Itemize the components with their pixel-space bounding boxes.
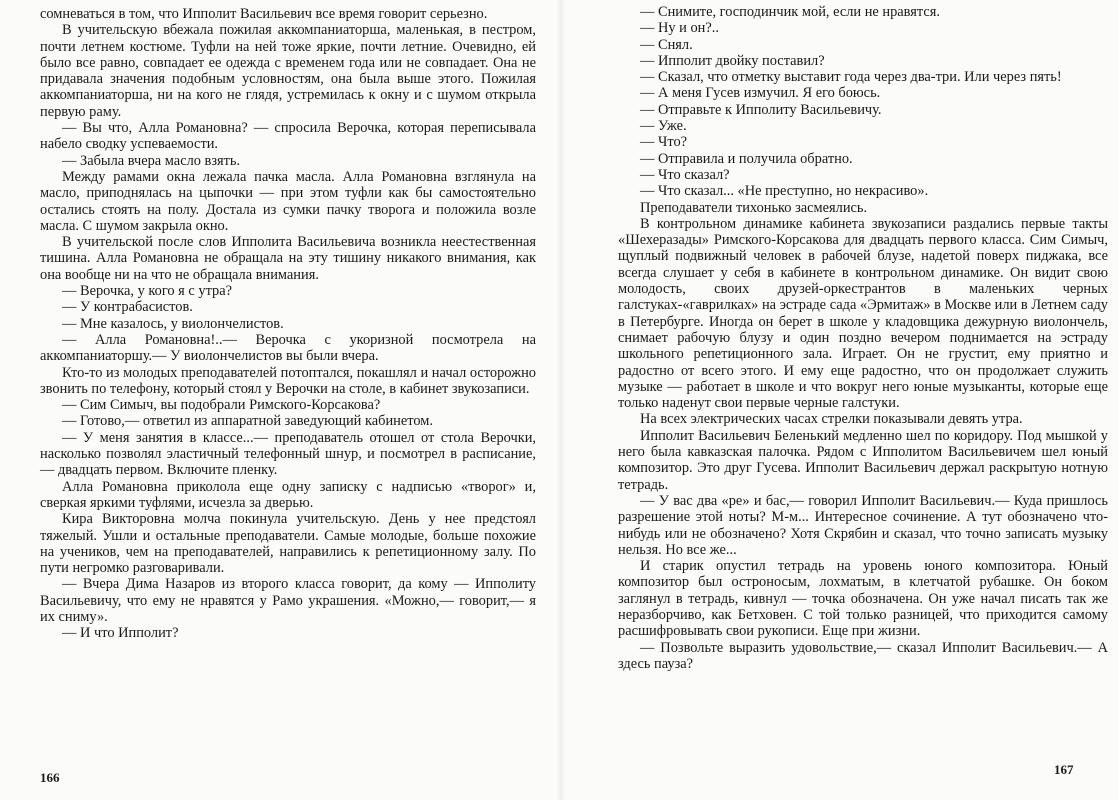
paragraph: — Вы что, Алла Романовна? — спросила Верочка, которая переписывала набело сводку успеваемости. bbox=[40, 120, 536, 153]
paragraph: — Уже. bbox=[640, 118, 687, 135]
paragraph: — Позвольте выразить удовольствие,— сказал Ипполит Васильевич.— А здесь пауза? bbox=[618, 639, 1108, 672]
paragraph: — Ну и он?.. bbox=[640, 20, 719, 37]
paragraph: В учительскую вбежала пожилая аккомпаниаторша, маленькая, в пестром, почти летнем костюме. Туфли на ней тоже яркие, почти летние. Очевидно, ей было все равно, совпадает ее одежда с временем года или не совпадает. Она не придавала значения подобным условностям, она была выше этого. Пожилая аккомпаниаторша, ни на кого не глядя, устремилась к окну и с шумом открыла первую раму. bbox=[40, 22, 536, 120]
paragraph: И старик опустил тетрадь на уровень юного композитора. Юный композитор был остроносым, лохматым, в клетчатой рубашке. Он боком заглянул в тетрадь, кивнул — точка обозначена. Он уже начал писать так же неразборчиво, как Бетховен. С той только разницей, что приходится самому расшифровывать свои рукописи. Еще при жизни. bbox=[618, 558, 1108, 640]
right-page bbox=[574, 0, 1118, 800]
paragraph: — Забыла вчера масло взять. bbox=[62, 152, 241, 169]
paragraph: Ипполит Васильевич Беленький медленно шел по коридору. Под мышкой у него была кавказская палочка. Рядом с Ипполитом Васильевичем шел юный композитор. Это друг Гусева. Ипполит Васильевич держал раскрытую нотную тетрадь. bbox=[618, 427, 1108, 493]
paragraph: — У меня занятия в классе...— преподаватель отошел от стола Верочки, насколько позволял эластичный телефонный шнур, и посмотрел в расписание,— двадцать первом. Включите пленку. bbox=[40, 429, 536, 479]
paragraph: В учительской после слов Ипполита Васильевича возникла неестественная тишина. Алла Романовна не обращала на эту тишину никакого внимания, как она вообще ни на что не обращала внимания. bbox=[40, 234, 536, 283]
paragraph: Алла Романовна приколола еще одну записку с надписью «творог» и, сверкая яркими туфлями, исчезла за дверью. bbox=[40, 478, 536, 511]
paragraph: сомневаться в том, что Ипполит Васильевич все время говорит серьезно. bbox=[40, 6, 488, 22]
page-number: 167 bbox=[1054, 762, 1074, 777]
paragraph: — Отправьте к Ипполиту Васильевичу. bbox=[640, 101, 882, 118]
paragraph: — Что сказал... «Не преступно, но некрасиво». bbox=[640, 183, 929, 200]
page-number: 166 bbox=[40, 770, 60, 785]
paragraph: — Ипполит двойку поставил? bbox=[640, 52, 825, 69]
left-page-text bbox=[40, 6, 536, 642]
paragraph: Кто-то из молодых преподавателей потоптался, покашлял и начал осторожно звонить по телефону, который стоял у Верочки на столе, в кабинет звукозаписи. bbox=[40, 364, 536, 397]
book-gutter bbox=[556, 0, 566, 800]
paragraph: — Верочка, у кого я с утра? bbox=[62, 283, 233, 300]
paragraph: — Мне казалось, у виолончелистов. bbox=[62, 315, 284, 332]
paragraph: — У контрабасистов. bbox=[62, 299, 193, 316]
paragraph: — И что Ипполит? bbox=[62, 625, 179, 642]
paragraph: На всех электрических часах стрелки показывали девять утра. bbox=[640, 411, 1023, 428]
paragraph: — Алла Романовна!..— Верочка с укоризной посмотрела на аккомпаниаторшу.— У виолончелистов вы были вчера. bbox=[40, 331, 536, 365]
paragraph: — Снимите, господинчик мой, если не нравятся. bbox=[640, 4, 940, 20]
paragraph: — Готово,— ответил из аппаратной заведующий кабинетом. bbox=[62, 413, 433, 430]
paragraph: Между рамами окна лежала пачка масла. Алла Романовна взглянула на масло, приподнялась на цыпочки — при этом туфли как бы самостоятельно остались стоять на полу. Достала из сумки пачку творога и положила возле масла. С шумом закрыла окно. bbox=[40, 168, 536, 234]
paragraph: — Отправила и получила обратно. bbox=[640, 150, 853, 167]
paragraph: — Снял. bbox=[640, 36, 693, 53]
paragraph: — А меня Гусев измучил. Я его боюсь. bbox=[640, 85, 881, 102]
paragraph: Кира Викторовна молча покинула учительскую. День у нее предстоял тяжелый. Ушли и остальные преподаватели. Самые молодые, больше похожие на учеников, чем на преподавателей, направились к репетиционному залу. По пути негромко разговаривали. bbox=[40, 511, 536, 577]
paragraph: В контрольном динамике кабинета звукозаписи раздались первые такты «Шехеразады» Римского-Корсакова для двадцать первого класса. Сим Симыч, щуплый подвижный человек в рабочей блузе, надетой поверх пиджака, все всегда слушает у себя в кабинете в контрольном динамике. Он видит свою молодость, своих друзей-оркестрантов в маленьких черных галстуках-«гаврилках» на эстраде сада «Эрмитаж» в Москве или в Летнем саду в Петербурге. Иногда он берет в школе у кладовщика дежурную виолончель, снимает рабочую блузу и один поздно вечером поднимается на эстраду школьного репетиционного зала. Играет. Он не грустит, ему приятно и радостно от всего этого. И ему еще радостно, что он продолжает служить музыке — работает в школе и что вокруг него юные музыканты, которые еще только наденут свои первые черные галстуки. bbox=[618, 215, 1108, 412]
paragraph: — Что сказал? bbox=[640, 166, 730, 183]
paragraph: — Сим Симыч, вы подобрали Римского-Корсакова? bbox=[62, 397, 381, 414]
paragraph: — Сказал, что отметку выставит года через два-три. Или через пять! bbox=[640, 69, 1062, 86]
paragraph: — У вас два «ре» и бас,— говорил Ипполит Васильевич.— Куда пришлось разрешение этой ноты? М-м... Интересное сочинение. А тут обозначено что-нибудь или не обозначено? Хотя Скрябин и сказал, что точно записать музыку нельзя. Но все же... bbox=[618, 492, 1108, 558]
paragraph: — Что? bbox=[640, 134, 688, 151]
paragraph: — Вчера Дима Назаров из второго класса говорит, да кому — Ипполиту Васильевичу, что ему не нравятся у Рамо украшения. «Можно,— говорит,— я их сниму». bbox=[40, 576, 536, 625]
right-page-text bbox=[618, 4, 1108, 672]
paragraph: Преподаватели тихонько засмеялись. bbox=[640, 199, 868, 216]
left-page bbox=[0, 0, 544, 800]
